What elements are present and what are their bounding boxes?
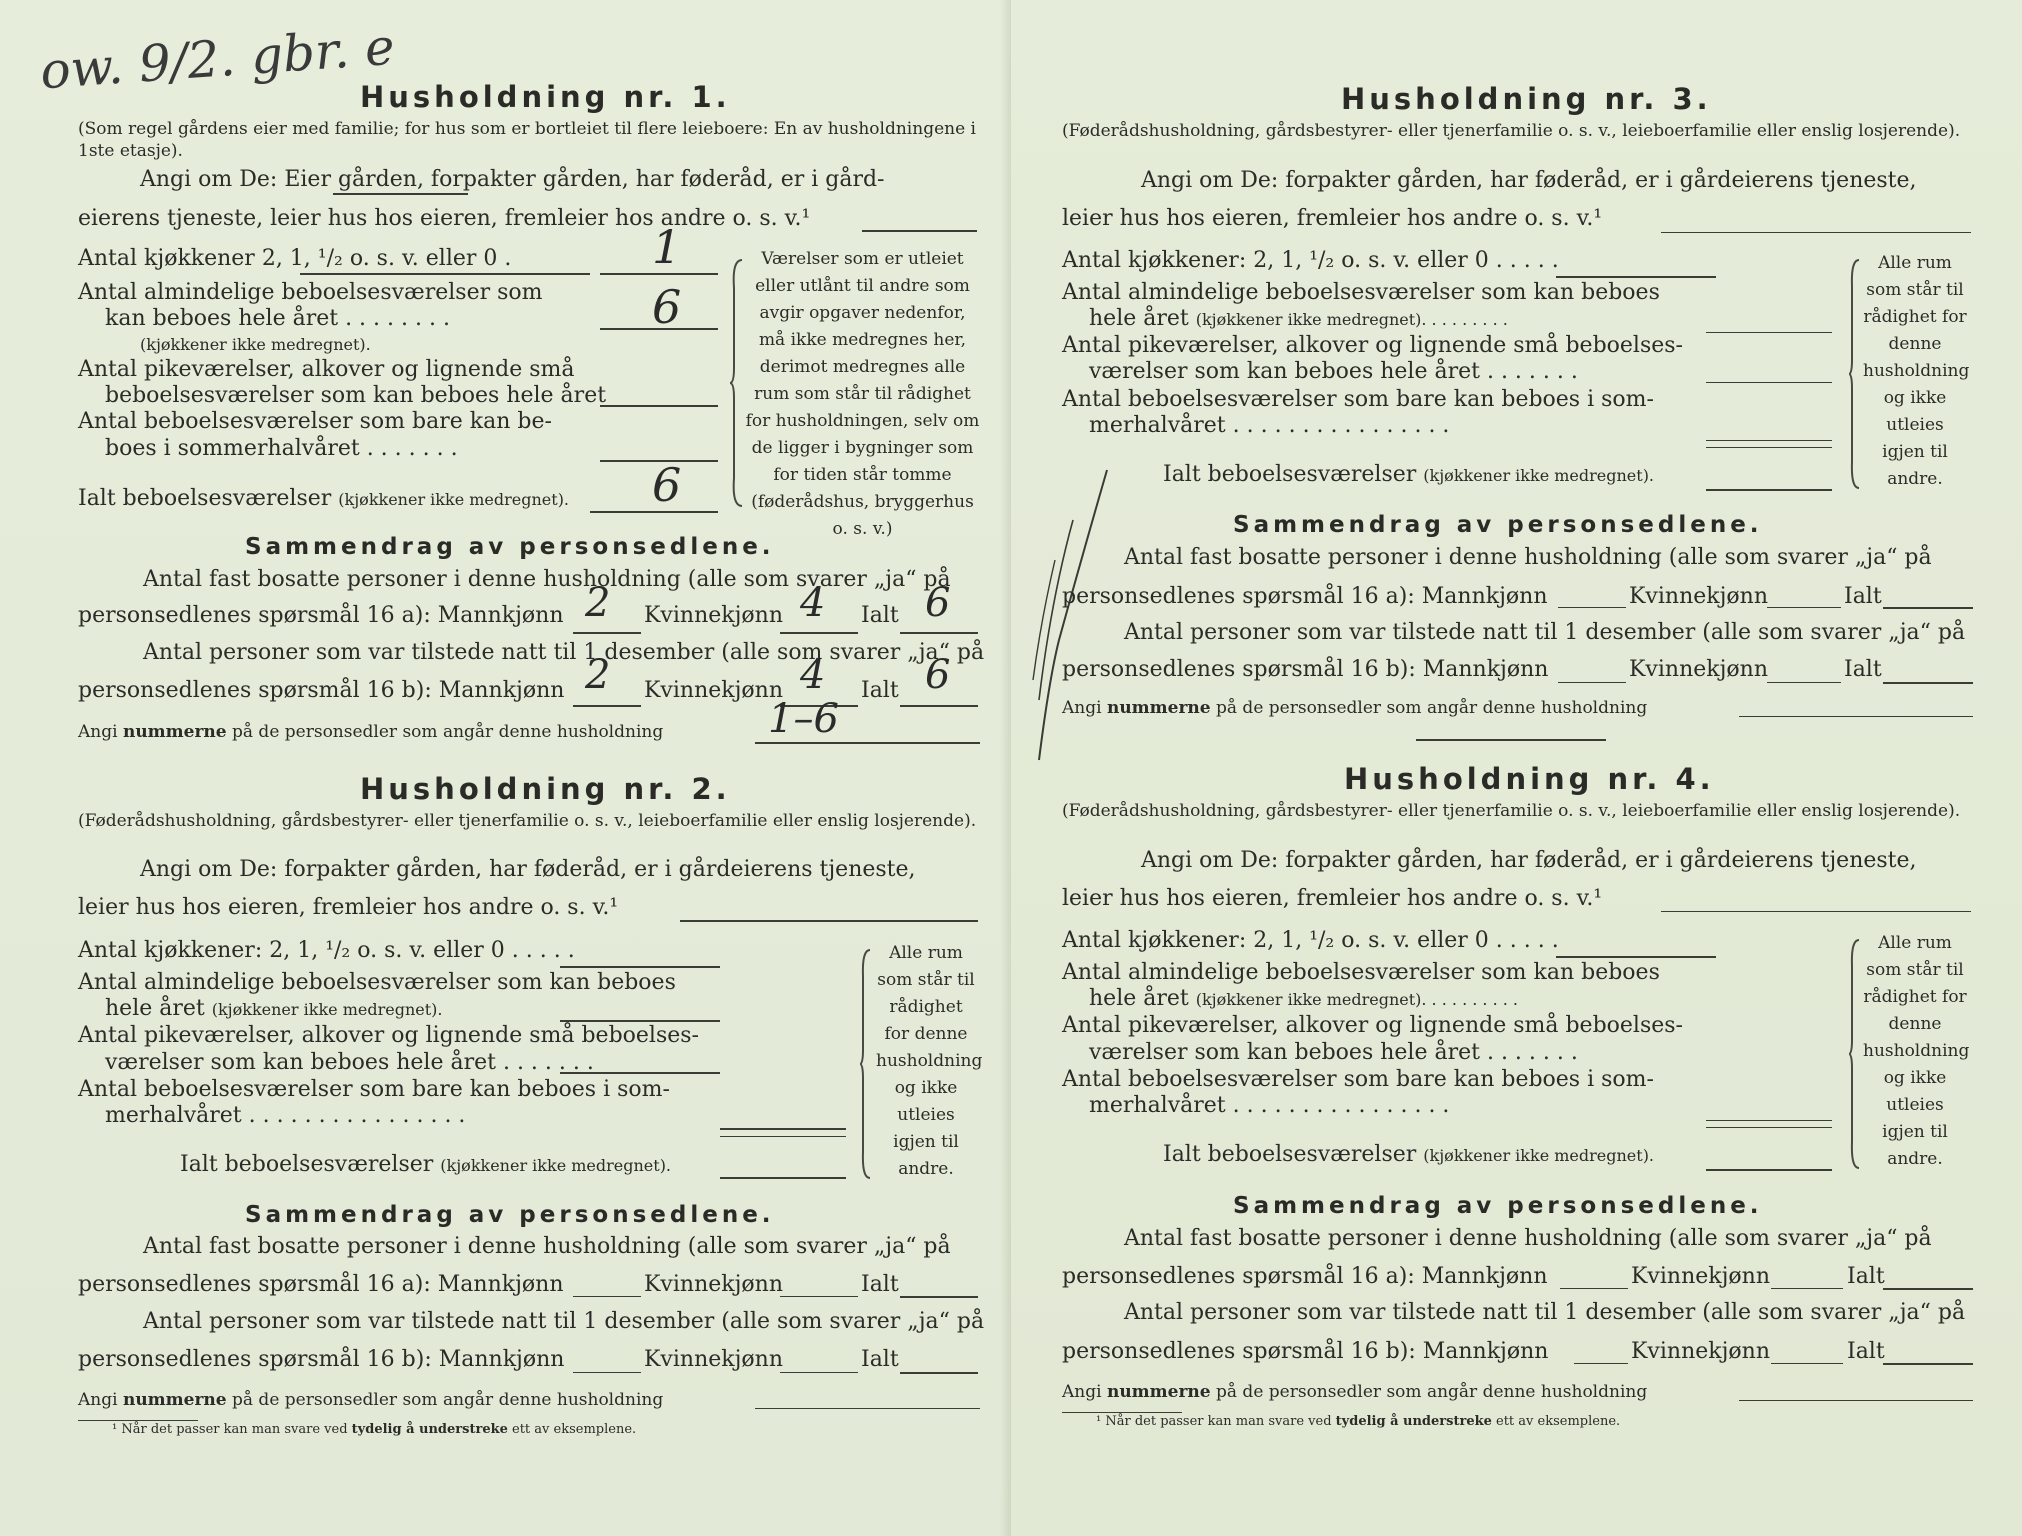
h3-sammendrag: Sammendrag av personsedlene. xyxy=(1233,512,1763,538)
h2-angi-nummerne-bold: nummerne xyxy=(122,1390,227,1410)
h1-fast-mann-value: 2 xyxy=(585,580,611,626)
h4-intro: (Føderådshusholdning, gårdsbestyrer- eller tjenerfamilie o. s. v., leieboerfamilie eller enslig losjerende). xyxy=(1062,801,1961,821)
h4-tilstede-kvinne: Kvinnekjønn xyxy=(1631,1339,1770,1364)
h2-tilstede-kvinne: Kvinnekjønn xyxy=(644,1347,783,1372)
h4-footnote xyxy=(1096,1414,1620,1429)
h1-kjokkener-label: Antal kjøkkener 2, 1, ¹/₂ o. s. v. eller 0 . xyxy=(78,246,512,271)
h1-fast-1: Antal fast bosatte personer i denne husholdning (alle som svarer „ja“ på xyxy=(143,567,951,592)
h2-pike-1: Antal pikeværelser, alkover og lignende små beboelses- xyxy=(78,1023,699,1048)
h1-sommer-1: Antal beboelsesværelser som bare kan be- xyxy=(78,409,552,434)
h1-ialt-value: 6 xyxy=(652,458,682,512)
h1-nummer-value: 1–6 xyxy=(768,696,839,742)
h3-ialt-label xyxy=(1163,462,1654,487)
h1-angi-nummerne-post: på de personsedler som angår denne husholdning xyxy=(232,722,664,742)
h2-tilstede-ialt: Ialt xyxy=(861,1347,899,1372)
h4-angi-line1: Angi om De: forpakter gården, har føderåd, er i gårdeierens tjeneste, xyxy=(1141,848,1917,873)
h2-footnote-post: ett av eksemplene. xyxy=(512,1422,637,1437)
h4-almindelige-2 xyxy=(1089,986,1518,1011)
h3-fast-2: personsedlenes spørsmål 16 a): Mannkjønn xyxy=(1062,584,1548,609)
h3-ialt-text: Ialt beboelsesværelser xyxy=(1163,462,1417,487)
h3-angi-nummerne xyxy=(1062,698,1647,718)
h3-fast-1: Antal fast bosatte personer i denne husholdning (alle som svarer „ja“ på xyxy=(1124,545,1932,570)
h2-pike-2: værelser som kan beboes hele året . . . . . . . xyxy=(105,1050,594,1075)
h3-almindelige-2 xyxy=(1089,306,1508,331)
h1-kjokkener-value: 1 xyxy=(652,220,682,274)
h1-fast-ialt-value: 6 xyxy=(925,580,951,626)
h4-almindelige-small: (kjøkkener ikke medregnet). . . . . . . . . . xyxy=(1195,990,1519,1009)
h4-sommer-2: merhalvåret . . . . . . . . . . . . . . . . xyxy=(1089,1093,1450,1118)
h1-angi-nummerne xyxy=(78,722,663,742)
h1-tilstede-kvinne-value: 4 xyxy=(800,652,826,698)
h2-fast-kvinne: Kvinnekjønn xyxy=(644,1272,783,1297)
h4-fast-2: personsedlenes spørsmål 16 a): Mannkjønn xyxy=(1062,1264,1548,1289)
h3-fast-kvinne: Kvinnekjønn xyxy=(1629,584,1768,609)
h3-tilstede-kvinne: Kvinnekjønn xyxy=(1629,657,1768,682)
h4-angi-nummerne xyxy=(1062,1382,1647,1402)
h4-ialt-label xyxy=(1163,1142,1654,1167)
h4-almindelige-1: Antal almindelige beboelsesværelser som kan beboes xyxy=(1062,960,1660,985)
h4-footnote-pre: ¹ Når det passer kan man svare ved xyxy=(1096,1414,1332,1429)
h3-almindelige-small: (kjøkkener ikke medregnet). . . . . . . . . xyxy=(1195,310,1508,329)
h4-angi-line2: leier hus hos eieren, fremleier hos andre o. s. v.¹ xyxy=(1062,886,1603,911)
h2-footnote-bold: tydelig å understreke xyxy=(351,1422,508,1437)
h1-fast-kvinne-value: 4 xyxy=(800,580,826,626)
h3-ialt-small: (kjøkkener ikke medregnet). xyxy=(1423,466,1655,485)
h1-ialt-label xyxy=(78,486,569,511)
h4-angi-nummerne-pre: Angi xyxy=(1062,1382,1102,1402)
h1-brace xyxy=(728,258,744,508)
h3-brace xyxy=(1847,258,1861,490)
h4-pike-1: Antal pikeværelser, alkover og lignende små beboelses- xyxy=(1062,1013,1683,1038)
h4-fast-kvinne: Kvinnekjønn xyxy=(1631,1264,1770,1289)
h1-almindelige-3: (kjøkkener ikke medregnet). xyxy=(140,335,371,354)
h3-sommer-2: merhalvåret . . . . . . . . . . . . . . . . xyxy=(1089,413,1450,438)
h1-ialt-small: (kjøkkener ikke medregnet). xyxy=(338,490,570,509)
h2-angi-line1: Angi om De: forpakter gården, har føderåd, er i gårdeierens tjeneste, xyxy=(140,857,916,882)
h1-side-note: Værelser som er utleiet eller utlånt til andre som avgir opgaver nedenfor, må ikke medregnes her, derimot medregnes alle rum som står til rådighet for husholdningen, selv om de ligger i bygninger som for tiden står tomme (føderådshus, bryggerhus o. s. v.) xyxy=(745,249,980,539)
h1-tilstede-1: Antal personer som var tilstede natt til 1 desember (alle som svarer „ja“ på xyxy=(143,640,985,665)
h1-tilstede-mann-value: 2 xyxy=(585,652,611,698)
h1-almindelige-1: Antal almindelige beboelsesværelser som xyxy=(78,280,543,305)
h1-angi-nummerne-pre: Angi xyxy=(78,722,118,742)
h4-tilstede-1: Antal personer som var tilstede natt til 1 desember (alle som svarer „ja“ på xyxy=(1124,1300,1966,1325)
h4-title: Husholdning nr. 4. xyxy=(1344,762,1715,796)
h4-sammendrag: Sammendrag av personsedlene. xyxy=(1233,1193,1763,1219)
h1-almindelige-2: kan beboes hele året . . . . . . . . xyxy=(105,306,450,331)
h3-almindelige-2-text: hele året xyxy=(1089,306,1189,331)
h2-brace xyxy=(858,948,872,1180)
h3-side-note: Alle rum som står til rådighet for denne husholdning og ikke utleies igjen til andre. xyxy=(1863,253,1970,489)
h1-sammendrag: Sammendrag av personsedlene. xyxy=(245,534,775,560)
h2-angi-nummerne-pre: Angi xyxy=(78,1390,118,1410)
h3-angi-nummerne-pre: Angi xyxy=(1062,698,1102,718)
h2-footnote-pre: ¹ Når det passer kan man svare ved xyxy=(112,1422,348,1437)
h4-footnote-post: ett av eksemplene. xyxy=(1496,1414,1621,1429)
h4-side-note: Alle rum som står til rådighet for denne husholdning og ikke utleies igjen til andre. xyxy=(1863,933,1970,1169)
h1-pike-2: beboelsesværelser som kan beboes hele året xyxy=(105,383,607,408)
h1-tilstede-ialt: Ialt xyxy=(861,678,899,703)
h3-angi-nummerne-bold: nummerne xyxy=(1106,698,1211,718)
h2-angi-line2: leier hus hos eieren, fremleier hos andre o. s. v.¹ xyxy=(78,895,619,920)
h2-angi-nummerne xyxy=(78,1390,663,1410)
h4-ialt-text: Ialt beboelsesværelser xyxy=(1163,1142,1417,1167)
h1-title: Husholdning nr. 1. xyxy=(360,80,731,114)
h3-tilstede-ialt: Ialt xyxy=(1844,657,1882,682)
h3-tilstede-2: personsedlenes spørsmål 16 b): Mannkjønn xyxy=(1062,657,1549,682)
h2-almindelige-1: Antal almindelige beboelsesværelser som kan beboes xyxy=(78,970,676,995)
h4-kjokkener-label: Antal kjøkkener: 2, 1, ¹/₂ o. s. v. eller 0 . . . . . xyxy=(1062,928,1559,953)
h4-sommer-1: Antal beboelsesværelser som bare kan beboes i som- xyxy=(1062,1067,1654,1092)
h1-pike-1: Antal pikeværelser, alkover og lignende små xyxy=(78,357,575,382)
h1-angi-line1: Angi om De: Eier gården, forpakter gården, har føderåd, er i gård- xyxy=(140,167,885,192)
h4-ialt-small: (kjøkkener ikke medregnet). xyxy=(1423,1146,1655,1165)
h4-almindelige-2-text: hele året xyxy=(1089,986,1189,1011)
h4-fast-ialt: Ialt xyxy=(1847,1264,1885,1289)
h3-angi-nummerne-post: på de personsedler som angår denne husholdning xyxy=(1216,698,1648,718)
h2-tilstede-2: personsedlenes spørsmål 16 b): Mannkjønn xyxy=(78,1347,565,1372)
h2-kjokkener-label: Antal kjøkkener: 2, 1, ¹/₂ o. s. v. eller 0 . . . . . xyxy=(78,938,575,963)
h2-tilstede-1: Antal personer som var tilstede natt til 1 desember (alle som svarer „ja“ på xyxy=(143,1309,985,1334)
h1-fast-kvinne: Kvinnekjønn xyxy=(644,603,783,628)
h3-pike-2: værelser som kan beboes hele året . . . . . . . xyxy=(1089,359,1578,384)
h1-ialt-text: Ialt beboelsesværelser xyxy=(78,486,332,511)
h1-intro: (Som regel gårdens eier med familie; for hus som er bortleiet til flere leieboere: En av husholdningene i 1ste etasje). xyxy=(78,119,976,161)
h3-title: Husholdning nr. 3. xyxy=(1341,82,1712,116)
h3-sommer-1: Antal beboelsesværelser som bare kan beboes i som- xyxy=(1062,387,1654,412)
h4-brace xyxy=(1847,938,1861,1170)
h1-fast-2 xyxy=(78,601,563,631)
handwritten-header-note: ow. 9/2. gbr. e xyxy=(38,17,397,101)
h3-fast-ialt: Ialt xyxy=(1844,584,1882,609)
h1-tilstede-2: personsedlenes spørsmål 16 b): Mannkjønn xyxy=(78,678,565,703)
h2-sammendrag: Sammendrag av personsedlene. xyxy=(245,1202,775,1228)
h2-ialt-small: (kjøkkener ikke medregnet). xyxy=(440,1156,672,1175)
h2-fast-1: Antal fast bosatte personer i denne husholdning (alle som svarer „ja“ på xyxy=(143,1234,951,1259)
h3-almindelige-1: Antal almindelige beboelsesværelser som kan beboes xyxy=(1062,280,1660,305)
h2-ialt-text: Ialt beboelsesværelser xyxy=(180,1152,434,1177)
h4-angi-nummerne-post: på de personsedler som angår denne husholdning xyxy=(1216,1382,1648,1402)
h3-angi-line2: leier hus hos eieren, fremleier hos andre o. s. v.¹ xyxy=(1062,206,1603,231)
h3-intro: (Føderådshusholdning, gårdsbestyrer- eller tjenerfamilie o. s. v., leieboerfamilie eller enslig losjerende). xyxy=(1062,121,1961,141)
h1-tilstede-ialt-value: 6 xyxy=(925,652,951,698)
h2-almindelige-2-text: hele året xyxy=(105,996,205,1021)
h4-tilstede-2: personsedlenes spørsmål 16 b): Mannkjønn xyxy=(1062,1339,1549,1364)
h2-angi-nummerne-post: på de personsedler som angår denne husholdning xyxy=(232,1390,664,1410)
h1-tilstede-kvinne: Kvinnekjønn xyxy=(644,678,783,703)
h4-footnote-bold: tydelig å understreke xyxy=(1335,1414,1492,1429)
section-divider xyxy=(1416,739,1606,741)
h1-fast-2-text: personsedlenes spørsmål 16 a): Mannkjønn xyxy=(78,603,564,628)
h2-title: Husholdning nr. 2. xyxy=(360,772,731,806)
h1-almindelige-value: 6 xyxy=(652,280,682,334)
h1-sommer-2: boes i sommerhalvåret . . . . . . . xyxy=(105,436,458,461)
h3-pike-1: Antal pikeværelser, alkover og lignende små beboelses- xyxy=(1062,333,1683,358)
h2-almindelige-small: (kjøkkener ikke medregnet). xyxy=(211,1000,443,1019)
h4-fast-1: Antal fast bosatte personer i denne husholdning (alle som svarer „ja“ på xyxy=(1124,1226,1932,1251)
right-page xyxy=(1011,0,2022,1536)
h3-angi-line1: Angi om De: forpakter gården, har føderåd, er i gårdeierens tjeneste, xyxy=(1141,168,1917,193)
h2-ialt-label xyxy=(180,1152,671,1177)
h4-angi-nummerne-bold: nummerne xyxy=(1106,1382,1211,1402)
h1-fast-ialt: Ialt xyxy=(861,603,899,628)
h2-almindelige-2 xyxy=(105,996,442,1021)
h4-pike-2: værelser som kan beboes hele året . . . . . . . xyxy=(1089,1040,1578,1065)
h2-sommer-1: Antal beboelsesværelser som bare kan beboes i som- xyxy=(78,1077,670,1102)
h2-side-note: Alle rum som står til rådighet for denne husholdning og ikke utleies igjen til andre. xyxy=(876,943,983,1179)
h3-tilstede-1: Antal personer som var tilstede natt til 1 desember (alle som svarer „ja“ på xyxy=(1124,620,1966,645)
h2-fast-2: personsedlenes spørsmål 16 a): Mannkjønn xyxy=(78,1272,564,1297)
h4-tilstede-ialt: Ialt xyxy=(1847,1339,1885,1364)
h1-angi-nummerne-bold: nummerne xyxy=(122,722,227,742)
h2-sommer-2: merhalvåret . . . . . . . . . . . . . . . . xyxy=(105,1103,466,1128)
h2-intro: (Føderådshusholdning, gårdsbestyrer- eller tjenerfamilie o. s. v., leieboerfamilie eller enslig losjerende). xyxy=(78,811,977,831)
h1-angi-line2: eierens tjeneste, leier hus hos eieren, fremleier hos andre o. s. v.¹ xyxy=(78,206,811,231)
h2-footnote xyxy=(112,1422,636,1437)
h2-fast-ialt: Ialt xyxy=(861,1272,899,1297)
h3-kjokkener-label: Antal kjøkkener: 2, 1, ¹/₂ o. s. v. eller 0 . . . . . xyxy=(1062,248,1559,273)
